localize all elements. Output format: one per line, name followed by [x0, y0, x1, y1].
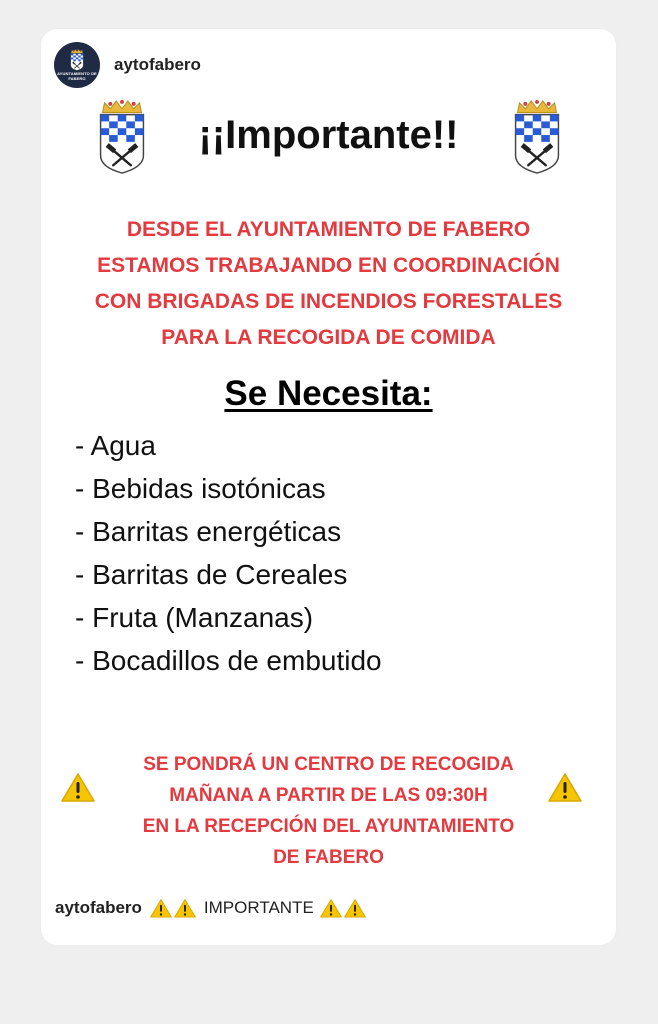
town-crest-icon [67, 49, 87, 71]
intro-text [41, 212, 616, 356]
list-item: - Barritas energéticas [75, 516, 342, 547]
post-caption [55, 898, 368, 918]
list-item: - Bebidas isotónicas [75, 473, 326, 504]
collection-notice [41, 749, 616, 873]
warning-icon [548, 772, 582, 802]
warning-icon [320, 898, 342, 918]
notice-line: DE FABERO [273, 847, 384, 868]
avatar[interactable] [54, 42, 100, 88]
intro-line: PARA LA RECOGIDA DE COMIDA [161, 326, 496, 349]
story-card [41, 29, 616, 945]
flyer-title: ¡¡Importante!! [198, 113, 459, 157]
warning-icon [150, 898, 172, 918]
notice-line: EN LA RECEPCIÓN DEL AYUNTAMIENTO [142, 816, 515, 837]
warning-icon [344, 898, 366, 918]
needs-list [75, 424, 382, 682]
needs-heading: Se Necesita: [224, 374, 433, 413]
caption-text: IMPORTANTE [203, 898, 314, 917]
username-link[interactable]: aytofabero [114, 55, 201, 74]
list-item: - Bocadillos de embutido [75, 645, 382, 676]
list-item: - Agua [75, 430, 156, 461]
list-item: - Barritas de Cereales [75, 559, 348, 590]
avatar-label: AYUNTAMIENTO DE FABERO [57, 71, 97, 81]
warning-icon [174, 898, 196, 918]
notice-line: MAÑANA A PARTIR DE LAS 09:30H [169, 785, 488, 806]
flyer-title-row [41, 99, 616, 179]
post-header [54, 43, 201, 87]
caption-username[interactable]: aytofabero [55, 898, 142, 917]
town-crest-icon [509, 99, 565, 175]
intro-line: CON BRIGADAS DE INCENDIOS FORESTALES [94, 290, 563, 313]
list-item: - Fruta (Manzanas) [75, 602, 314, 633]
intro-line: ESTAMOS TRABAJANDO EN COORDINACIÓN [97, 254, 560, 277]
intro-line: DESDE EL AYUNTAMIENTO DE FABERO [126, 218, 531, 241]
notice-line: SE PONDRÁ UN CENTRO DE RECOGIDA [143, 754, 514, 775]
